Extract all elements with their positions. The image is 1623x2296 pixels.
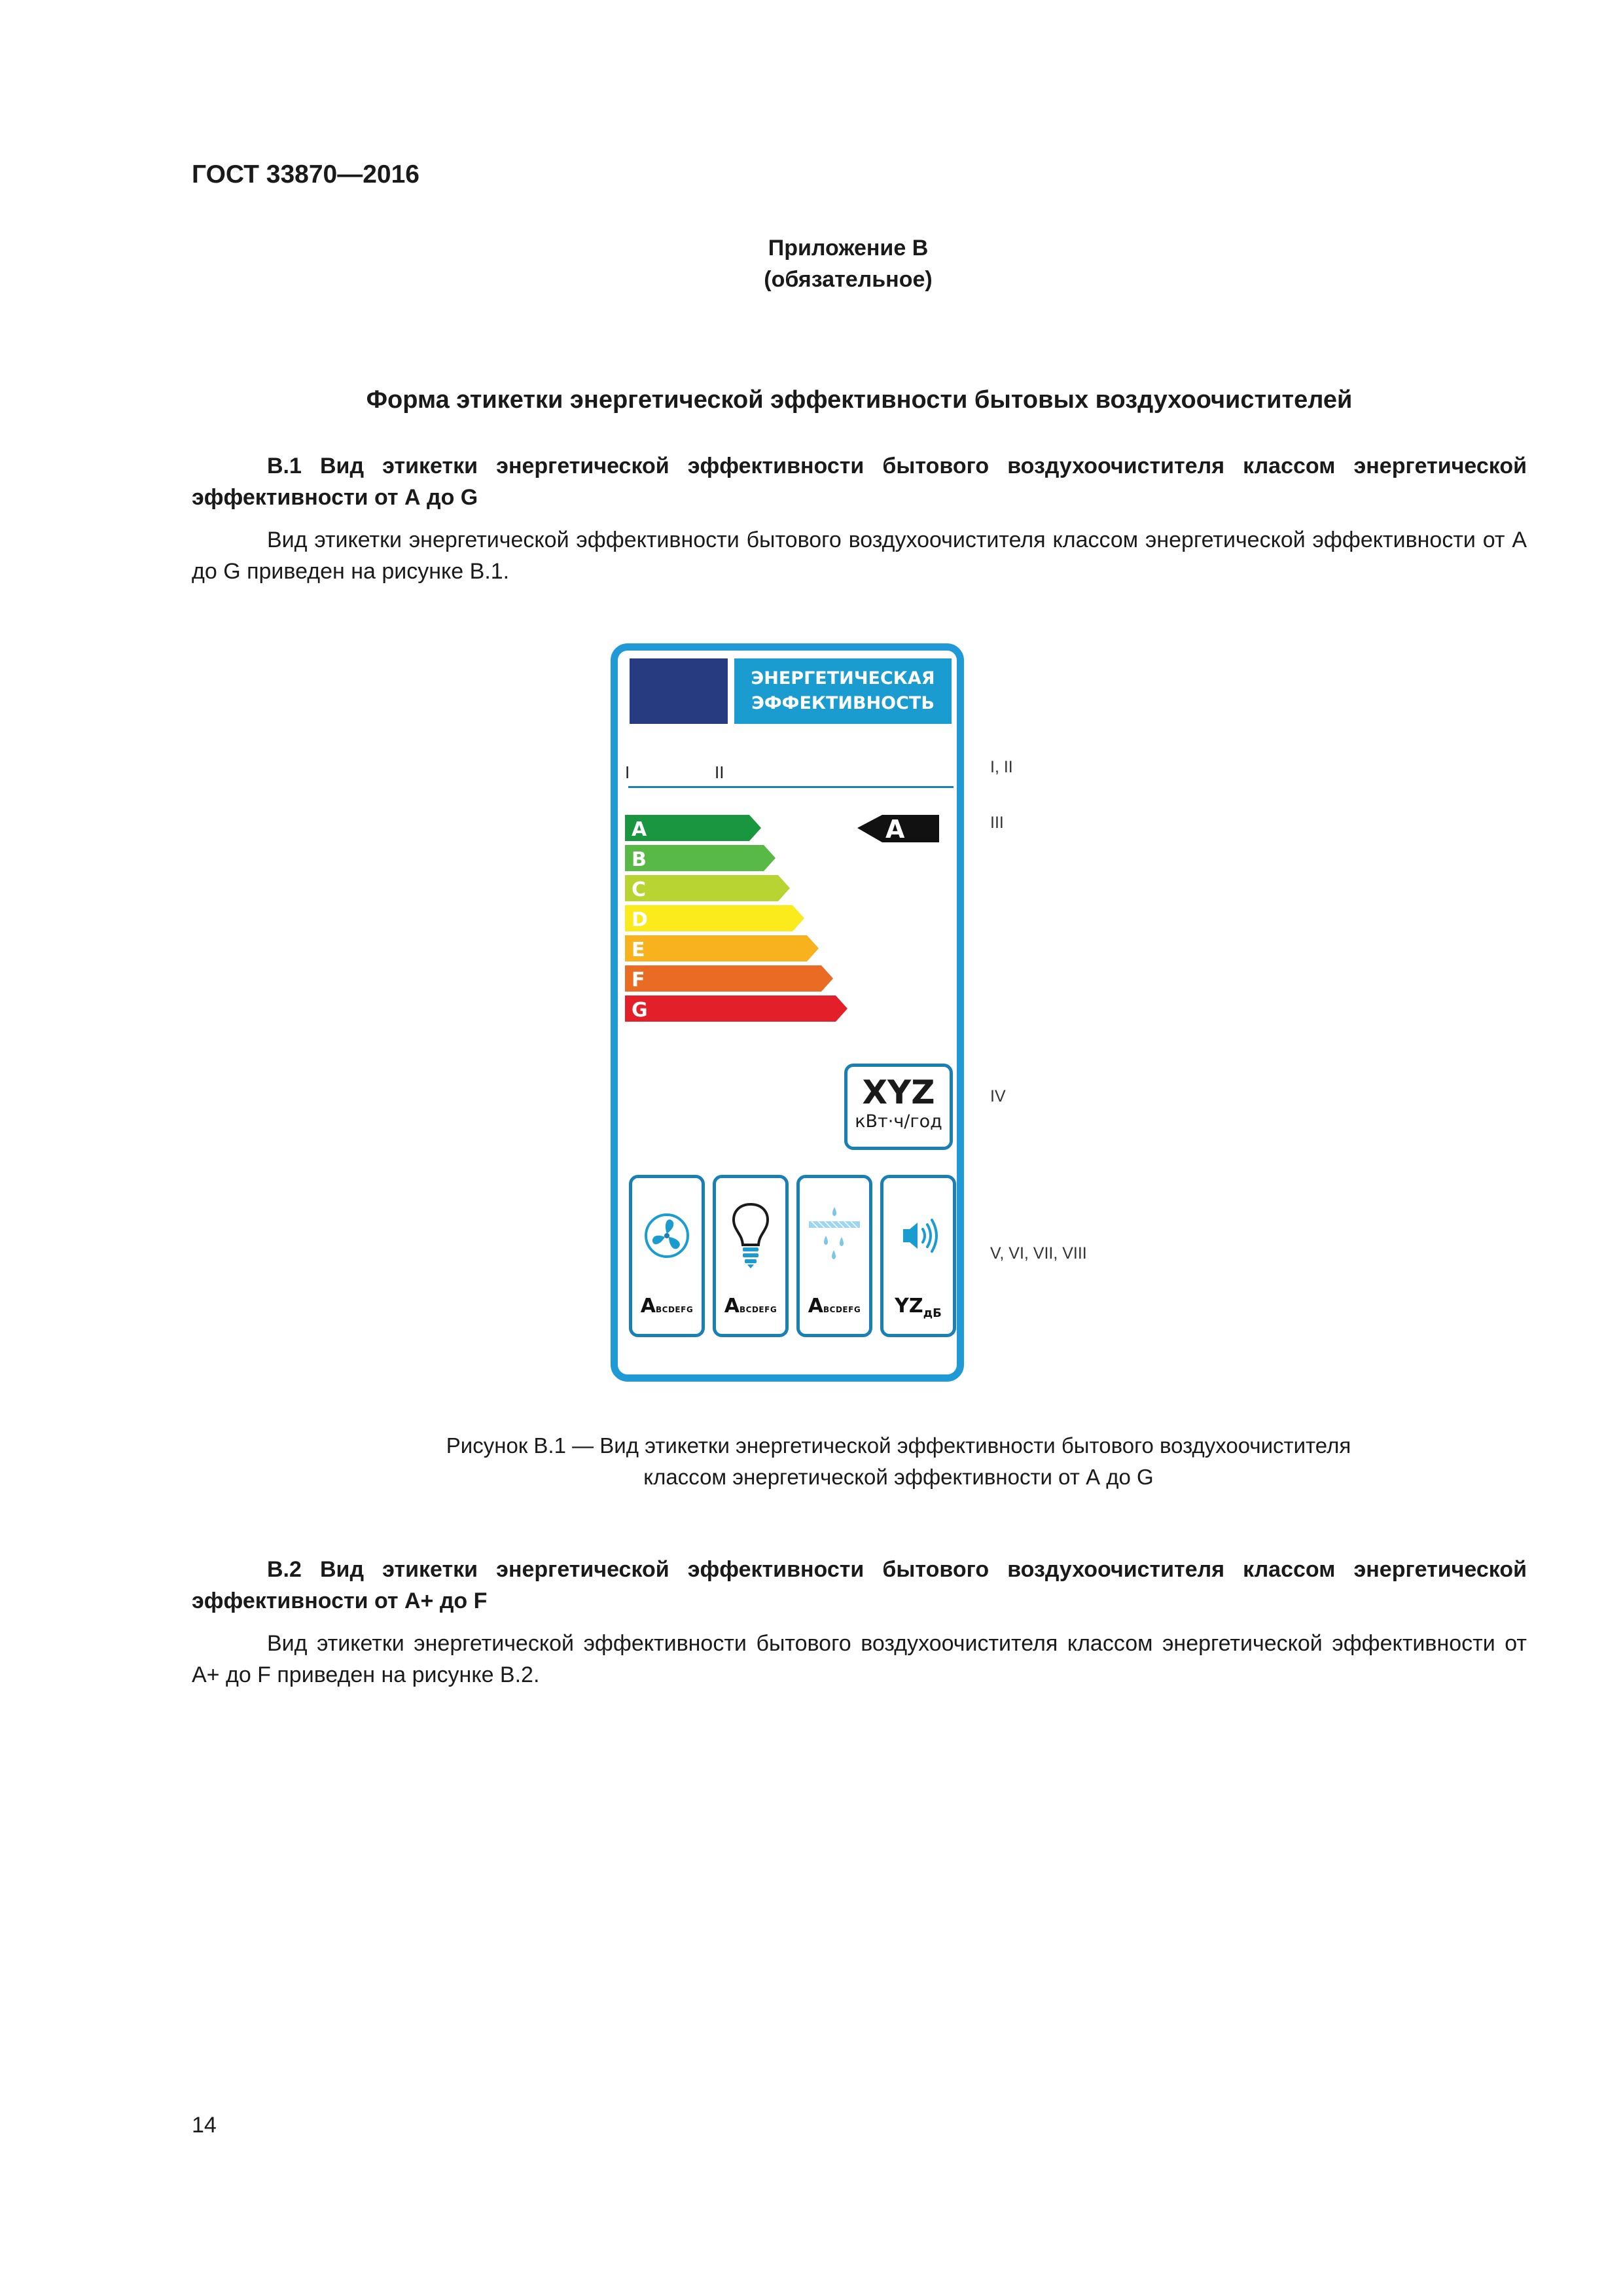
document-header: ГОСТ 33870—2016 xyxy=(192,160,419,188)
consumption-value: XYZ xyxy=(862,1073,935,1111)
current-class-arrow xyxy=(857,815,939,844)
appendix-status: (обязательное) xyxy=(764,267,933,292)
current-class-letter: A xyxy=(885,815,905,844)
consumption-box xyxy=(844,1064,953,1150)
speaker-icon xyxy=(883,1196,953,1275)
b2-paragraph: Вид этикетки энергетической эффективности бытового воздухоочистителя классом энергетической эффективности от А+ до F приведен на рисунке В.2. xyxy=(192,1631,1527,1687)
energy-class-letter-e: E xyxy=(632,939,645,961)
section-title: Форма этикетки энергетической эффективности бытовых воздухоочистителей xyxy=(366,386,1353,414)
caption-line-2: классом энергетической эффективности от А до G xyxy=(643,1465,1154,1489)
label-tick-ii: II xyxy=(715,762,724,782)
appendix-title: Приложение В xyxy=(768,236,929,260)
banner-line-1: ЭНЕРГЕТИЧЕСКАЯ xyxy=(751,668,935,689)
energy-class-bar-b xyxy=(625,845,776,871)
label-tick-i: I xyxy=(625,762,630,782)
supplier-logo-placeholder xyxy=(630,658,728,724)
energy-class-bar-c xyxy=(625,875,790,901)
appendix-heading xyxy=(0,232,1623,295)
energy-class-letter-f: F xyxy=(632,969,645,992)
side-label-fourth: V, VI, VII, VIII xyxy=(990,1244,1087,1263)
page-number: 14 xyxy=(192,2113,217,2138)
energy-class-letter-a: A xyxy=(632,818,647,841)
energy-label-banner xyxy=(734,658,952,724)
side-label-first: I, II xyxy=(990,758,1013,776)
energy-class-letter-d: D xyxy=(632,908,648,931)
filter-drops-icon xyxy=(800,1196,869,1275)
caption-line-1: Рисунок В.1 — Вид этикетки энергетической эффективности бытового воздухоочистителя xyxy=(446,1433,1351,1458)
side-label-second: III xyxy=(990,814,1004,832)
fan-class: ABCDEFG xyxy=(640,1295,694,1318)
side-label-third: IV xyxy=(990,1087,1006,1105)
b2-heading: В.2 Вид этикетки энергетической эффективности бытового воздухоочистителя классом энергетической эффективности от А+ до F xyxy=(192,1557,1527,1613)
noise-value: $YZ_{дБ}$ xyxy=(895,1295,942,1320)
energy-class-letter-b: B xyxy=(632,848,647,871)
banner-line-2: ЭФФЕКТИВНОСТЬ xyxy=(751,693,935,713)
figure-caption xyxy=(192,1430,1527,1493)
energy-class-bar-g xyxy=(625,996,847,1022)
fan-icon xyxy=(632,1196,702,1275)
pictogram-fan xyxy=(629,1175,705,1337)
b1-paragraph: Вид этикетки энергетической эффективности бытового воздухоочистителя классом энергетической эффективности от А до G приведен на рисунке В.1. xyxy=(192,528,1527,584)
pictogram-filter xyxy=(796,1175,872,1337)
pictogram-light xyxy=(713,1175,789,1337)
label-divider xyxy=(628,786,954,788)
energy-class-bar-e xyxy=(625,935,819,961)
energy-class-scale xyxy=(625,815,952,1031)
bulb-icon xyxy=(716,1196,785,1275)
filter-class: ABCDEFG xyxy=(808,1295,861,1318)
energy-class-letter-c: C xyxy=(632,878,647,901)
pictogram-noise xyxy=(880,1175,956,1337)
consumption-unit: кВт·ч/год xyxy=(855,1111,942,1132)
energy-class-bar-f xyxy=(625,965,833,992)
energy-class-letter-g: G xyxy=(632,999,648,1022)
b1-heading: В.1 Вид этикетки энергетической эффективности бытового воздухоочистителя классом энергетической эффективности от А до G xyxy=(192,454,1527,510)
energy-class-bar-d xyxy=(625,905,804,931)
light-class: ABCDEFG xyxy=(724,1295,777,1318)
